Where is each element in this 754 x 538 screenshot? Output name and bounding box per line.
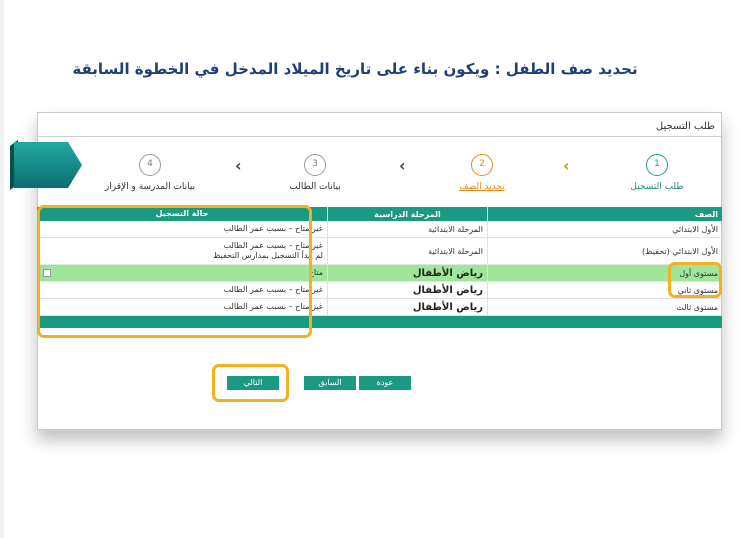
- step-label: بيانات الطالب: [289, 182, 341, 192]
- status-cell: غير متاح – بسبب عمر الطالب: [37, 299, 328, 315]
- step-grade-selection[interactable]: [427, 154, 537, 192]
- status-note: لم يبدأ التسجيل بمدارس التحفيظ: [212, 251, 323, 260]
- header-stage: المرحلة الدراسية: [328, 207, 488, 221]
- stage-text: رياض الأطفال: [412, 284, 483, 296]
- step-registration-request[interactable]: [602, 154, 712, 192]
- radio-highlight: [668, 262, 722, 298]
- step-number: 2: [471, 154, 493, 176]
- step-label: بيانات المدرسة و الإقرار: [104, 182, 196, 192]
- page-edge: [0, 0, 4, 538]
- step-label: تحديد الصف: [459, 182, 505, 192]
- stage-cell: [328, 299, 488, 315]
- status-column-highlight: [37, 205, 312, 338]
- panel-title: طلب التسجيل: [655, 121, 715, 132]
- grade-cell: الأول الابتدائي: [672, 224, 718, 234]
- stage-cell: [328, 265, 488, 281]
- grade-cell: مستوى أول: [679, 268, 718, 278]
- next-button[interactable]: التالي: [227, 376, 279, 390]
- next-button-highlight: [212, 364, 289, 402]
- step-number: 3: [304, 154, 326, 176]
- header-grade: الصف: [694, 209, 718, 219]
- wizard-stepper: [37, 140, 722, 200]
- status-text: غير متاح – بسبب عمر الطالب: [223, 241, 323, 250]
- page-heading: تحديد صف الطفل : ويكون بناء على تاريخ الميلاد المدخل في الخطوة السابقة: [72, 60, 638, 78]
- chevron-left-icon: ‹: [235, 156, 242, 175]
- step-student-data[interactable]: [260, 154, 370, 192]
- step-label: طلب التسجيل: [630, 182, 684, 192]
- previous-button[interactable]: السابق: [304, 376, 356, 390]
- chevron-left-icon: ‹: [399, 156, 406, 175]
- chevron-left-icon: ‹: [563, 156, 570, 175]
- stage-cell: المرحلة الابتدائية: [328, 238, 488, 264]
- step-school-data[interactable]: [95, 154, 205, 192]
- grade-cell: الأول الابتدائي (تحفيظ): [642, 246, 718, 256]
- grade-cell: مستوى ثالث: [676, 302, 718, 312]
- status-cell: غير متاح – بسبب عمر الطالب: [37, 282, 328, 298]
- header-status: حالة التسجيل: [37, 207, 328, 221]
- grade-cell: مستوى ثاني: [677, 285, 718, 295]
- back-button[interactable]: عودة: [359, 376, 411, 390]
- stage-text: رياض الأطفال: [412, 267, 483, 279]
- stage-cell: [328, 282, 488, 298]
- stage-cell: المرحلة الابتدائية: [328, 221, 488, 237]
- status-cell: غير متاح – بسبب عمر الطالب: [37, 221, 328, 237]
- panel-title-divider: [38, 136, 721, 137]
- step-number: 1: [646, 154, 668, 176]
- step-number: 4: [139, 154, 161, 176]
- stage-text: رياض الأطفال: [412, 301, 483, 313]
- status-cell: متاح: [37, 265, 328, 281]
